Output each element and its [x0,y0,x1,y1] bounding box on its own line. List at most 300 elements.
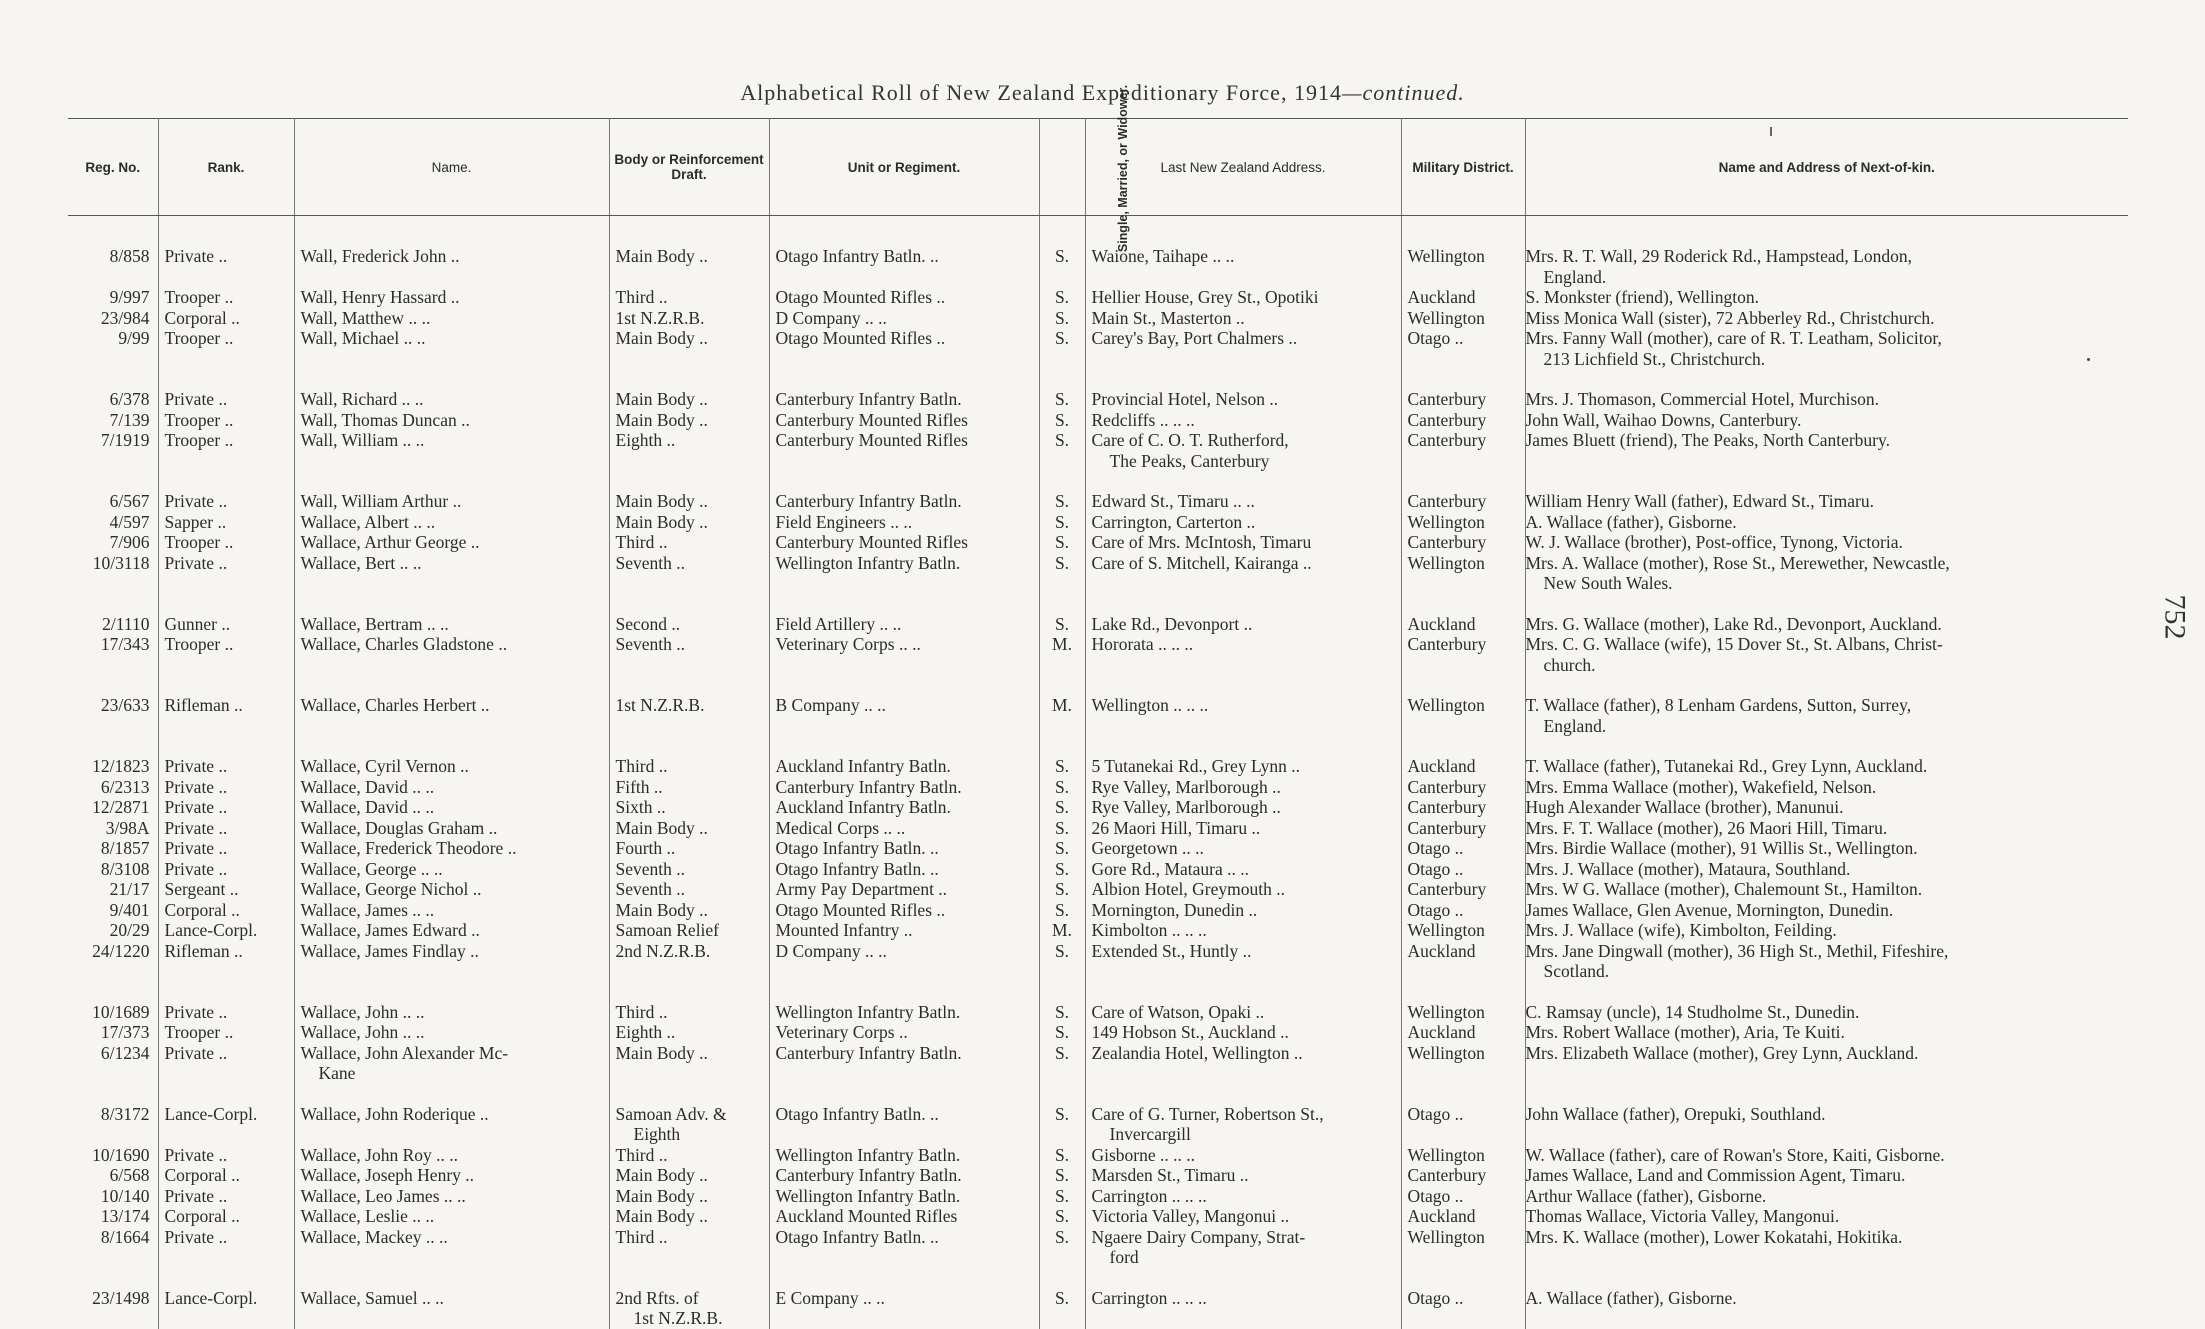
next-of-kin-cell-line: Scotland. [1543,961,1610,981]
unit-cell: Wellington Infantry Batln. [769,1186,1039,1207]
district-cell: Wellington [1401,675,1525,736]
marital-status-cell: S. [1039,308,1085,329]
unit-cell: Otago Infantry Batln. .. [769,1084,1039,1145]
reg-number-cell: 10/1689 [68,982,158,1023]
address-cell: Carey's Bay, Port Chalmers .. [1085,328,1401,369]
next-of-kin-cell-line: Mrs. J. Wallace (wife), Kimbolton, Feilding. [1525,920,1837,940]
name-cell: Wallace, George Nichol .. [294,879,609,900]
rank-cell: Lance-Corpl. [158,1268,294,1329]
table-row [68,410,2128,431]
next-of-kin-cell-line: Mrs. K. Wallace (mother), Lower Kokatahi, Hokitika. [1525,1226,1903,1247]
address-cell: 5 Tutanekai Rd., Grey Lynn .. [1085,736,1401,777]
body-draft-cell: Main Body .. [609,1165,769,1186]
unit-cell: Wellington Infantry Batln. [769,982,1039,1023]
rank-cell: Corporal .. [158,308,294,329]
district-cell: Canterbury [1401,1165,1525,1186]
table-row [68,1084,2128,1145]
name-cell: Wallace, John .. .. [294,982,609,1023]
unit-cell: Auckland Infantry Batln. [769,736,1039,777]
district-cell: Wellington [1401,246,1525,287]
table-row [68,246,2128,287]
body-draft-cell: Main Body .. [609,1206,769,1227]
unit-cell: Otago Infantry Batln. .. [769,859,1039,880]
table-row [68,900,2128,921]
rank-cell: Private .. [158,736,294,777]
next-of-kin-cell-line: Mrs. C. G. Wallace (wife), 15 Dover St., St. Albans, Christ- [1525,634,1943,654]
next-of-kin-cell [1525,1022,2128,1043]
next-of-kin-cell [1525,1165,2128,1186]
body-draft-cell: Seventh .. [609,879,769,900]
rank-cell: Sapper .. [158,512,294,533]
address-cell-line: Ngaere Dairy Company, Strat- [1091,1226,1306,1247]
unit-cell: Veterinary Corps .. .. [769,634,1039,675]
reg-number-cell: 12/2871 [68,797,158,818]
rank-cell: Gunner .. [158,594,294,635]
unit-cell: Canterbury Infantry Batln. [769,1165,1039,1186]
next-of-kin-cell [1525,634,2128,675]
marital-status-cell: S. [1039,1186,1085,1207]
body-draft-cell: 2nd N.Z.R.B. [609,941,769,982]
reg-number-cell: 17/343 [68,634,158,675]
next-of-kin-cell [1525,1186,2128,1207]
address-cell: Edward St., Timaru .. .. [1085,471,1401,512]
district-cell: Canterbury [1401,410,1525,431]
district-cell: Auckland [1401,594,1525,635]
rank-cell: Sergeant .. [158,879,294,900]
unit-cell: Auckland Mounted Rifles [769,1206,1039,1227]
reg-number-cell: 8/1857 [68,838,158,859]
marital-status-cell: S. [1039,941,1085,982]
address-cell: Kimbolton .. .. .. [1085,920,1401,941]
name-cell: Wall, Richard .. .. [294,369,609,410]
body-draft-cell: Sixth .. [609,797,769,818]
next-of-kin-cell [1525,328,2128,369]
body-draft-cell: Seventh .. [609,553,769,594]
next-of-kin-cell-line: Arthur Wallace (father), Gisborne. [1525,1185,1767,1206]
name-cell: Wall, William .. .. [294,430,609,471]
table-row [68,818,2128,839]
table-row [68,553,2128,594]
body-draft-cell-line: Samoan Adv. & [615,1103,727,1124]
body-draft-cell: Main Body .. [609,1043,769,1084]
header-marital-status [1039,84,1130,252]
name-cell-line: Wallace, John Alexander Mc- [300,1042,509,1063]
rank-cell: Private .. [158,777,294,798]
marital-status-cell: S. [1039,287,1085,308]
table-row [68,736,2128,777]
unit-cell: Wellington Infantry Batln. [769,553,1039,594]
address-cell: Wellington .. .. .. [1085,675,1401,736]
marital-status-cell: S. [1039,512,1085,533]
reg-number-cell: 6/2313 [68,777,158,798]
district-cell: Auckland [1401,736,1525,777]
unit-cell: Otago Infantry Batln. .. [769,838,1039,859]
next-of-kin-cell-line: William Henry Wall (father), Edward St., Timaru. [1525,491,1874,511]
body-draft-cell: Third .. [609,1227,769,1268]
body-draft-cell: Second .. [609,594,769,635]
table-row [68,920,2128,941]
next-of-kin-cell-line: church. [1543,654,1596,675]
table-row [68,1022,2128,1043]
reg-number-cell: 21/17 [68,879,158,900]
marital-status-cell: S. [1039,553,1085,594]
next-of-kin-cell [1525,1043,2128,1084]
address-cell: Redcliffs .. .. .. [1085,410,1401,431]
next-of-kin-cell-line: T. Wallace (father), 8 Lenham Gardens, Sutton, Surrey, [1525,695,1912,715]
rank-cell: Private .. [158,471,294,512]
next-of-kin-cell-line: England. [1543,266,1607,287]
next-of-kin-cell-line: Mrs. F. T. Wallace (mother), 26 Maori Hill, Timaru. [1525,817,1888,838]
name-cell: Wallace, Bert .. .. [294,553,609,594]
unit-cell: Wellington Infantry Batln. [769,1145,1039,1166]
table-row [68,1043,2128,1084]
district-cell: Auckland [1401,941,1525,982]
name-cell: Wall, Henry Hassard .. [294,287,609,308]
name-cell: Wallace, Leo James .. .. [294,1186,609,1207]
header-reg-no: Reg. No. [68,119,158,216]
address-cell-line: Care of G. Turner, Robertson St., [1091,1103,1324,1124]
next-of-kin-cell [1525,859,2128,880]
district-cell: Wellington [1401,920,1525,941]
rank-cell: Corporal .. [158,1165,294,1186]
marital-status-cell: M. [1039,675,1085,736]
marital-status-cell: S. [1039,1206,1085,1227]
next-of-kin-cell-line: T. Wallace (father), Tutanekai Rd., Grey Lynn, Auckland. [1525,756,1928,776]
unit-cell: Canterbury Mounted Rifles [769,532,1039,553]
reg-number-cell: 9/401 [68,900,158,921]
table-row [68,308,2128,329]
name-cell: Wallace, James .. .. [294,900,609,921]
reg-number-cell: 23/984 [68,308,158,329]
marital-status-cell: M. [1039,634,1085,675]
address-cell: Rye Valley, Marlborough .. [1085,797,1401,818]
address-cell: Hellier House, Grey St., Opotiki [1085,287,1401,308]
address-cell: 26 Maori Hill, Timaru .. [1085,818,1401,839]
marital-status-cell: S. [1039,982,1085,1023]
rank-cell: Private .. [158,818,294,839]
unit-cell: E Company .. .. [769,1268,1039,1329]
name-cell: Wallace, George .. .. [294,859,609,880]
marital-status-cell: S. [1039,430,1085,471]
next-of-kin-cell [1525,920,2128,941]
district-cell: Canterbury [1401,369,1525,410]
unit-cell: Field Artillery .. .. [769,594,1039,635]
district-cell: Wellington [1401,1145,1525,1166]
reg-number-cell: 17/373 [68,1022,158,1043]
unit-cell: Canterbury Mounted Rifles [769,410,1039,431]
next-of-kin-cell [1525,675,2128,736]
next-of-kin-cell [1525,430,2128,471]
name-cell: Wallace, Leslie .. .. [294,1206,609,1227]
address-cell: Victoria Valley, Mangonui .. [1085,1206,1401,1227]
next-of-kin-cell-line: England. [1543,715,1607,736]
name-cell: Wall, Frederick John .. [294,246,609,287]
table-row [68,1186,2128,1207]
body-draft-cell: Seventh .. [609,634,769,675]
rank-cell: Private .. [158,1227,294,1268]
body-draft-cell: Main Body .. [609,410,769,431]
next-of-kin-cell-line: Mrs. Elizabeth Wallace (mother), Grey Lynn, Auckland. [1525,1042,1919,1063]
marital-status-cell: S. [1039,594,1085,635]
table-row [68,941,2128,982]
table-row [68,532,2128,553]
district-cell: Canterbury [1401,818,1525,839]
unit-cell: Otago Mounted Rifles .. [769,328,1039,369]
next-of-kin-cell-line: Thomas Wallace, Victoria Valley, Mangonui. [1525,1206,1840,1226]
unit-cell: Canterbury Infantry Batln. [769,1043,1039,1084]
name-cell: Wallace, Albert .. .. [294,512,609,533]
spacer-row [68,216,2128,247]
reg-number-cell: 24/1220 [68,941,158,982]
table-row [68,369,2128,410]
table-row [68,287,2128,308]
district-cell: Otago .. [1401,838,1525,859]
next-of-kin-cell-line: Mrs. R. T. Wall, 29 Roderick Rd., Hampstead, London, [1525,246,1912,266]
address-cell: 149 Hobson St., Auckland .. [1085,1022,1401,1043]
marital-status-cell: S. [1039,369,1085,410]
unit-cell: D Company .. .. [769,941,1039,982]
table-row [68,982,2128,1023]
marital-status-cell: M. [1039,920,1085,941]
rank-cell: Rifleman .. [158,675,294,736]
district-cell: Canterbury [1401,471,1525,512]
marital-status-cell: S. [1039,1268,1085,1329]
next-of-kin-cell [1525,797,2128,818]
next-of-kin-cell-line: Mrs. A. Wallace (mother), Rose St., Merewether, Newcastle, [1525,552,1950,573]
next-of-kin-cell [1525,594,2128,635]
body-draft-cell: Third .. [609,982,769,1023]
title-main: Alphabetical Roll of New Zealand Expeditionary Force, 1914 [740,80,1342,105]
address-cell: Mornington, Dunedin .. [1085,900,1401,921]
next-of-kin-cell [1525,818,2128,839]
rank-cell: Trooper .. [158,532,294,553]
district-cell: Auckland [1401,1206,1525,1227]
body-draft-cell: Samoan Relief [609,920,769,941]
next-of-kin-cell-line: New South Wales. [1543,573,1673,593]
next-of-kin-cell [1525,838,2128,859]
address-cell: Rye Valley, Marlborough .. [1085,777,1401,798]
name-cell: Wallace, Cyril Vernon .. [294,736,609,777]
district-cell: Canterbury [1401,430,1525,471]
next-of-kin-cell-line: Mrs. J. Wallace (mother), Mataura, Southland. [1525,858,1851,879]
rank-cell: Trooper .. [158,1022,294,1043]
next-of-kin-cell-line: A. Wallace (father), Gisborne. [1525,511,1737,532]
address-cell [1085,430,1401,471]
next-of-kin-cell-line: Mrs. W G. Wallace (mother), Chalemount St., Hamilton. [1525,879,1923,899]
marital-status-cell: S. [1039,900,1085,921]
table-row [68,594,2128,635]
page-number: 752 [2158,594,2192,640]
address-cell: Zealandia Hotel, Wellington .. [1085,1043,1401,1084]
reg-number-cell: 6/378 [68,369,158,410]
table-row [68,471,2128,512]
name-cell [294,1043,609,1084]
next-of-kin-cell [1525,471,2128,512]
body-draft-cell: Eighth .. [609,1022,769,1043]
next-of-kin-cell-line: W. Wallace (father), care of Rowan's Store, Kaiti, Gisborne. [1525,1144,1945,1165]
district-cell: Otago .. [1401,328,1525,369]
header-rank: Rank. [158,119,294,216]
marital-status-cell: S. [1039,818,1085,839]
address-cell: Main St., Masterton .. [1085,308,1401,329]
district-cell: Otago .. [1401,900,1525,921]
rank-cell: Rifleman .. [158,941,294,982]
rank-cell: Private .. [158,1186,294,1207]
table-body [68,216,2128,1329]
district-cell: Wellington [1401,1227,1525,1268]
table-row [68,1268,2128,1329]
unit-cell: Army Pay Department .. [769,879,1039,900]
address-cell: Care of Mrs. McIntosh, Timaru [1085,532,1401,553]
marital-status-cell: S. [1039,328,1085,369]
reg-number-cell: 10/3118 [68,553,158,594]
address-cell: Georgetown .. .. [1085,838,1401,859]
reg-number-cell: 2/1110 [68,594,158,635]
body-draft-cell: Main Body .. [609,512,769,533]
reg-number-cell: 8/1664 [68,1227,158,1268]
next-of-kin-cell [1525,1227,2128,1268]
body-draft-cell: Eighth .. [609,430,769,471]
table-row [68,1145,2128,1166]
header-military-district: Military District. [1401,119,1525,216]
body-draft-cell-line: 2nd Rfts. of [615,1287,699,1308]
next-of-kin-cell [1525,879,2128,900]
table-row [68,634,2128,675]
next-of-kin-cell [1525,777,2128,798]
unit-cell: Mounted Infantry .. [769,920,1039,941]
body-draft-cell: Main Body .. [609,1186,769,1207]
district-cell: Wellington [1401,1043,1525,1084]
address-cell: Hororata .. .. .. [1085,634,1401,675]
next-of-kin-cell-line: Mrs. Jane Dingwall (mother), 36 High St., Methil, Fifeshire, [1525,940,1949,961]
address-cell: Marsden St., Timaru .. [1085,1165,1401,1186]
marital-status-cell: S. [1039,838,1085,859]
marital-status-cell: S. [1039,246,1085,287]
marital-status-cell: S. [1039,1043,1085,1084]
district-cell: Canterbury [1401,879,1525,900]
body-draft-cell: Main Body .. [609,900,769,921]
name-cell: Wallace, Joseph Henry .. [294,1165,609,1186]
body-draft-cell: 1st N.Z.R.B. [609,675,769,736]
address-cell-line: Invercargill [1109,1124,1191,1144]
district-cell: Auckland [1401,287,1525,308]
rank-cell: Trooper .. [158,410,294,431]
rank-cell: Private .. [158,369,294,410]
body-draft-cell [609,1268,769,1329]
header-next-of-kin: Name and Address of Next-of-kin. [1525,119,2128,216]
unit-cell: Medical Corps .. .. [769,818,1039,839]
name-cell-line: Kane [318,1063,356,1083]
district-cell: Otago .. [1401,1186,1525,1207]
table-row [68,1206,2128,1227]
address-cell: Care of S. Mitchell, Kairanga .. [1085,553,1401,594]
reg-number-cell: 12/1823 [68,736,158,777]
unit-cell: Veterinary Corps .. [769,1022,1039,1043]
next-of-kin-cell-line: Mrs. Emma Wallace (mother), Wakefield, Nelson. [1525,776,1877,797]
next-of-kin-cell [1525,982,2128,1023]
next-of-kin-cell [1525,1084,2128,1145]
address-cell: Waione, Taihape .. .. [1085,246,1401,287]
address-cell: Carrington, Carterton .. [1085,512,1401,533]
reg-number-cell: 23/633 [68,675,158,736]
next-of-kin-cell [1525,410,2128,431]
address-cell: Albion Hotel, Greymouth .. [1085,879,1401,900]
district-cell: Otago .. [1401,1268,1525,1329]
next-of-kin-cell [1525,1145,2128,1166]
header-address: Last New Zealand Address. [1085,119,1401,216]
table-row [68,512,2128,533]
reg-number-cell: 4/597 [68,512,158,533]
rank-cell: Trooper .. [158,634,294,675]
body-draft-cell: Third .. [609,532,769,553]
reg-number-cell: 23/1498 [68,1268,158,1329]
address-cell-line: The Peaks, Canterbury [1109,450,1270,471]
rank-cell: Private .. [158,1145,294,1166]
body-draft-cell: Main Body .. [609,246,769,287]
name-cell: Wallace, John Roderique .. [294,1084,609,1145]
table-row [68,859,2128,880]
next-of-kin-cell [1525,246,2128,287]
next-of-kin-cell [1525,308,2128,329]
next-of-kin-cell-line: Hugh Alexander Wallace (brother), Manunui. [1525,797,1844,817]
next-of-kin-cell [1525,1268,2128,1329]
district-cell: Wellington [1401,982,1525,1023]
table-row [68,797,2128,818]
reg-number-cell: 6/568 [68,1165,158,1186]
marital-status-cell: S. [1039,859,1085,880]
body-draft-cell: Main Body .. [609,818,769,839]
unit-cell: Field Engineers .. .. [769,512,1039,533]
name-cell: Wallace, Charles Gladstone .. [294,634,609,675]
header-name: Name. [294,119,609,216]
reg-number-cell: 8/858 [68,246,158,287]
reg-number-cell: 9/99 [68,328,158,369]
name-cell: Wallace, Bertram .. .. [294,594,609,635]
marital-status-cell: S. [1039,471,1085,512]
reg-number-cell: 9/997 [68,287,158,308]
unit-cell: Otago Mounted Rifles .. [769,287,1039,308]
district-cell: Canterbury [1401,797,1525,818]
title-continued: —continued. [1341,80,1465,105]
name-cell: Wallace, Douglas Graham .. [294,818,609,839]
next-of-kin-cell-line: John Wall, Waihao Downs, Canterbury. [1525,409,1802,430]
body-draft-cell-line: 1st N.Z.R.B. [633,1308,723,1328]
name-cell: Wallace, James Edward .. [294,920,609,941]
marital-status-cell: S. [1039,1145,1085,1166]
body-draft-cell: Fourth .. [609,838,769,859]
next-of-kin-cell [1525,287,2128,308]
rank-cell: Corporal .. [158,900,294,921]
rank-cell: Private .. [158,859,294,880]
district-cell: Canterbury [1401,777,1525,798]
name-cell: Wall, Matthew .. .. [294,308,609,329]
header-body-draft: Body or Reinforcement Draft. [609,119,769,216]
rank-cell: Private .. [158,797,294,818]
next-of-kin-cell [1525,736,2128,777]
reg-number-cell: 8/3108 [68,859,158,880]
body-draft-cell: Third .. [609,736,769,777]
table-row [68,879,2128,900]
page-title [0,80,2205,106]
reg-number-cell: 10/1690 [68,1145,158,1166]
next-of-kin-cell-line: 213 Lichfield St., Christchurch. [1543,348,1766,369]
marital-status-cell: S. [1039,777,1085,798]
body-draft-cell-line: Eighth [633,1124,681,1144]
unit-cell: Auckland Infantry Batln. [769,797,1039,818]
next-of-kin-cell [1525,941,2128,982]
next-of-kin-cell-line: W. J. Wallace (brother), Post-office, Tynong, Victoria. [1525,532,1903,552]
next-of-kin-cell-line: John Wallace (father), Orepuki, Southland. [1525,1103,1826,1124]
